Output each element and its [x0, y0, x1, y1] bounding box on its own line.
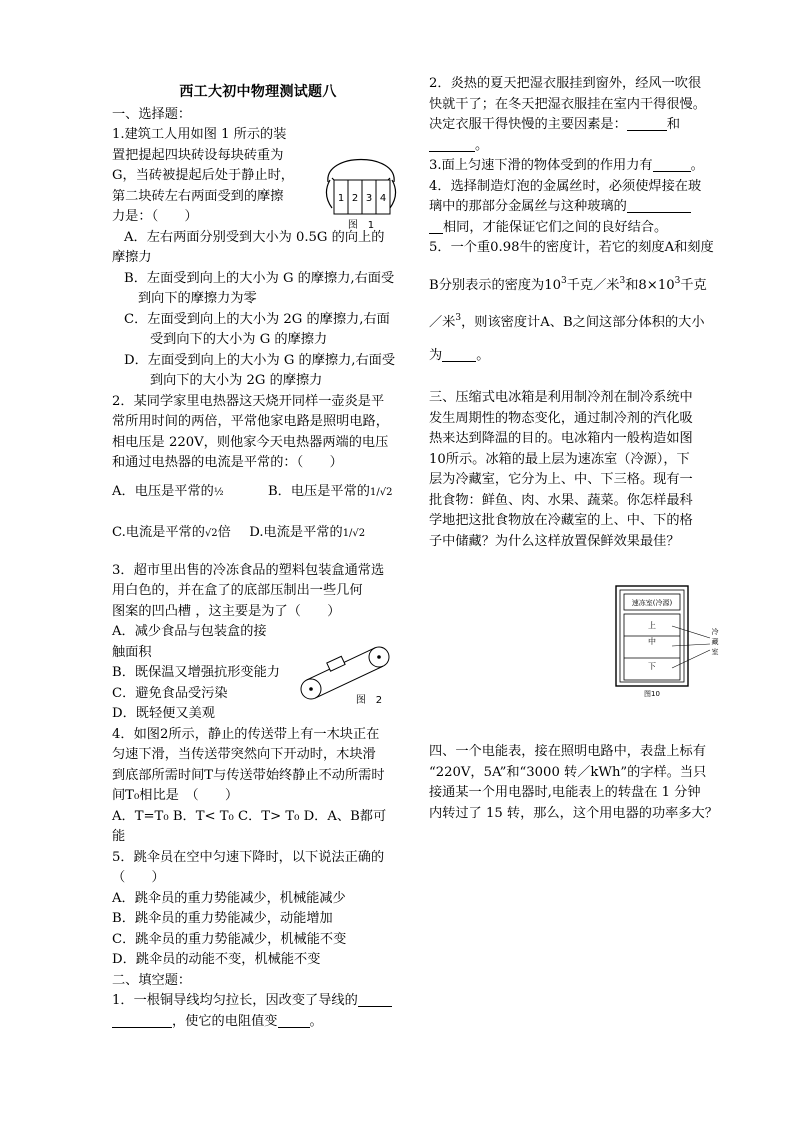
- question-text: ，使它的电阻值变: [172, 1013, 278, 1029]
- section-heading: 二、填空题：: [112, 972, 192, 988]
- punctuation: 。: [309, 1013, 323, 1029]
- question-text: 间T₀相比是 （ ）: [112, 788, 239, 803]
- figure-10-refrigerator: [612, 582, 722, 700]
- answer-blank[interactable]: [429, 137, 475, 152]
- fill-4: [429, 177, 721, 239]
- question-text: G，当砖被提起后处于静止时，: [112, 168, 294, 183]
- option-a: 触面积: [112, 644, 152, 660]
- section-heading: 一、选择题：: [112, 106, 192, 122]
- question-text: 用白色的，并在盒了的底部压制出一些几何: [112, 583, 363, 598]
- option-b: B．既保温又增强抗形变能力: [112, 665, 280, 680]
- question-text: 快就干了；在冬天把湿衣服挂在室内干得很慢。: [429, 96, 706, 112]
- option-d: 到向下的大小为 2G 的摩擦力: [150, 373, 323, 388]
- option-a: A．跳伞员的重力势能减少，机械能减少: [112, 890, 346, 906]
- brick-label: 1: [337, 193, 345, 204]
- punctuation: 。: [475, 137, 489, 153]
- question-text: 千克: [680, 277, 707, 293]
- side-label: 藏: [711, 638, 719, 646]
- option-d: D．既轻便又美观: [112, 706, 215, 721]
- question-text: 2．某同学家里电热器这天烧开同样一壶炎是平: [112, 393, 385, 409]
- option-b: B．跳伞员的重力势能减少，动能增加: [112, 911, 333, 926]
- fraction: 1/√2: [369, 486, 393, 498]
- option-c: C.电流是平常的: [112, 525, 205, 540]
- option-a: A．电压是平常的: [112, 483, 214, 499]
- punctuation: 。: [476, 347, 490, 363]
- option-c: C．避免食品受污染: [112, 685, 228, 701]
- roller-axle: [377, 655, 381, 659]
- brick-label: 4: [379, 193, 387, 204]
- question-text: 为: [429, 347, 443, 363]
- fill-2: [429, 74, 721, 156]
- option-b: 到向下的摩擦力为零: [138, 291, 257, 306]
- question-text: 层为冷藏室，它分为上、中、下三格。现有一: [429, 472, 693, 487]
- question-text: 2．炎热的夏天把湿衣服挂到窗外，经风一吹很: [429, 76, 702, 91]
- shelf-middle-label: 中: [648, 637, 656, 646]
- question-text: 置把提起四块砖设每块砖重为: [112, 147, 284, 163]
- option-b: B．左面受到向上的大小为 G 的摩擦力,右面受: [124, 270, 395, 286]
- question-text: （ ）: [112, 870, 165, 885]
- question-text: 接通某一个用电器时,电能表上的转盘在 1 分钟: [429, 785, 701, 800]
- question-text: 和: [666, 117, 680, 132]
- fill-5: [429, 238, 721, 366]
- superscript: 3: [560, 275, 567, 286]
- question-text: 相同，才能保证它们之间的良好结合。: [443, 219, 668, 235]
- question-text: 到底部所需时间T与传送带始终静止不动所需时: [112, 767, 385, 783]
- question-text: 3．超市里出售的冷冻食品的塑料包装盒通常选: [112, 562, 385, 578]
- question-text: 力是：（ ）: [112, 209, 198, 224]
- question-text: ／米: [429, 315, 456, 330]
- question-text: 1．一根铜导线均匀拉长，因改变了导线的: [112, 993, 358, 1008]
- figure-label: 图 1: [347, 220, 375, 231]
- superscript: 3: [455, 313, 462, 323]
- right-column: [429, 74, 721, 824]
- question-text: 相电压是 220V，则他家今天电热器两端的电压: [112, 434, 389, 450]
- options-row: [112, 482, 404, 504]
- question-text: 图案的凹凸槽 ，这主要是为了（ ）: [112, 603, 341, 619]
- answer-blank[interactable]: [112, 1013, 172, 1028]
- option-c: C．跳伞员的重力势能减少，机械能不变: [112, 931, 347, 947]
- question-text: 子中储藏？为什么这样放置保鲜效果最佳？: [429, 533, 680, 549]
- question-text: 学地把这批食物放在冷藏室的上、中、下的格: [429, 513, 693, 528]
- roller-axle: [309, 687, 313, 691]
- option-a: 摩擦力: [112, 250, 152, 265]
- fraction: 1/√2: [342, 528, 366, 539]
- question-5: [112, 848, 404, 971]
- question-text: 1.建筑工人用如图 1 所示的装: [112, 127, 287, 142]
- question-text: 四、一个电能表，接在照明电路中，表盘上标有: [429, 744, 706, 759]
- answer-blank[interactable]: [442, 347, 476, 362]
- answer-blank[interactable]: [627, 198, 691, 213]
- option-c-tail: 倍: [217, 525, 231, 540]
- question-text: 常所用时间的两倍，平常他家电路是照明电路，: [112, 414, 389, 429]
- freezer-label: 速冻室(冷源): [631, 599, 673, 607]
- question-text: 和通过电热器的电流是平常的：（ ）: [112, 455, 343, 470]
- figure-label: 图 2: [355, 695, 383, 706]
- question-text: 璃中的那部分金属丝与这种玻璃的: [429, 199, 627, 214]
- figure-2-conveyor: [295, 645, 395, 707]
- superscript: 3: [619, 275, 626, 286]
- answer-blank[interactable]: [653, 157, 691, 172]
- question-2: [112, 392, 404, 545]
- options-row: [112, 523, 404, 545]
- answer-blank[interactable]: [429, 219, 443, 234]
- punctuation: 。: [690, 158, 704, 173]
- clamp-handle: [328, 160, 394, 183]
- question-text: 第二块砖左右两面受到的摩擦: [112, 188, 284, 204]
- question-text: 热来达到降温的目的。电冰箱内一般构造如图: [429, 431, 693, 446]
- fill-3: [429, 156, 721, 177]
- option-d: D．左面受到向上的大小为 G 的摩擦力,右面受: [124, 352, 396, 368]
- options-row: A．T=T₀ B．T< T₀ C．T> T₀ D．A、B都可: [112, 808, 387, 824]
- answer-blank[interactable]: [627, 116, 667, 131]
- figure-label: 图10: [644, 690, 660, 698]
- option-d: D．跳伞员的动能不变，机械能不变: [112, 952, 321, 967]
- question-text: 4．选择制造灯泡的金属丝时，必须使焊接在玻: [429, 178, 702, 194]
- question-text: 三、压缩式电冰箱是利用制冷剂在制冷系统中: [429, 390, 693, 405]
- figure-1-bricks: [316, 142, 406, 232]
- question-text: 5．一个重0.98牛的密度计，若它的刻度A和刻度: [429, 240, 714, 255]
- option-b: B．电压是平常的: [267, 483, 370, 499]
- shelf-upper-label: 上: [648, 621, 656, 630]
- wood-block: [327, 656, 345, 671]
- question-text: 4．如图2所示，静止的传送带上有一木块正在: [112, 726, 380, 742]
- question-text: ，则该密度计A、B之间这部分体积的大小: [461, 315, 705, 330]
- superscript: 3: [674, 275, 681, 286]
- brick-label: 2: [351, 193, 359, 204]
- question-text: 匀速下滑，当传送带突然向下开动时，木块滑: [112, 747, 376, 762]
- answer-blank[interactable]: [278, 1013, 310, 1028]
- section-3-question: [429, 388, 721, 552]
- option-c: 受到向下的大小为 G 的摩擦力: [150, 332, 328, 347]
- question-text: 和8×10: [625, 277, 675, 293]
- brick-label: 3: [365, 193, 373, 204]
- option-d: D.电流是平常的: [249, 525, 343, 540]
- shelf-lower-label: 下: [648, 662, 656, 671]
- page-title: 西工大初中物理测试题八: [179, 84, 337, 100]
- question-4: [112, 725, 404, 848]
- question-text: “220V，5A”和“3000 转／kWh”的字样。当只: [429, 764, 707, 780]
- fraction: √2: [204, 528, 218, 539]
- question-text: 5．跳伞员在空中匀速下降时，以下说法正确的: [112, 849, 385, 865]
- question-text: B分别表示的密度为10: [429, 277, 561, 293]
- side-label: 冷: [711, 628, 719, 636]
- question-text: 批食物：鲜鱼、肉、水果、蔬菜。你怎样最科: [429, 492, 693, 508]
- question-text: 发生周期性的物态变化，通过制冷剂的汽化吸: [429, 410, 693, 426]
- answer-blank[interactable]: [358, 992, 392, 1007]
- option-c: C．左面受到向上的大小为 2G 的摩擦力,右面: [124, 311, 390, 327]
- option-a: A．减少食品与包装盒的接: [112, 624, 267, 639]
- question-text: 内转过了 15 转，那么，这个用电器的功率多大？: [429, 805, 718, 821]
- fraction: ½: [213, 486, 224, 498]
- question-text: 10所示。冰箱的最上层为速冻室（冷源），下: [429, 451, 690, 467]
- question-text: 决定衣服干得快慢的主要因素是：: [429, 117, 627, 132]
- options-row: 能: [112, 829, 126, 844]
- question-text: 千克／米: [566, 277, 620, 293]
- option-a: A．左右两面分别受到大小为 0.5G 的向上的: [124, 229, 385, 245]
- side-label: 室: [711, 648, 719, 656]
- fill-1: [112, 991, 404, 1032]
- question-text: 3.面上匀速下滑的物体受到的作用力有: [429, 158, 653, 173]
- section-4-question: [429, 742, 721, 824]
